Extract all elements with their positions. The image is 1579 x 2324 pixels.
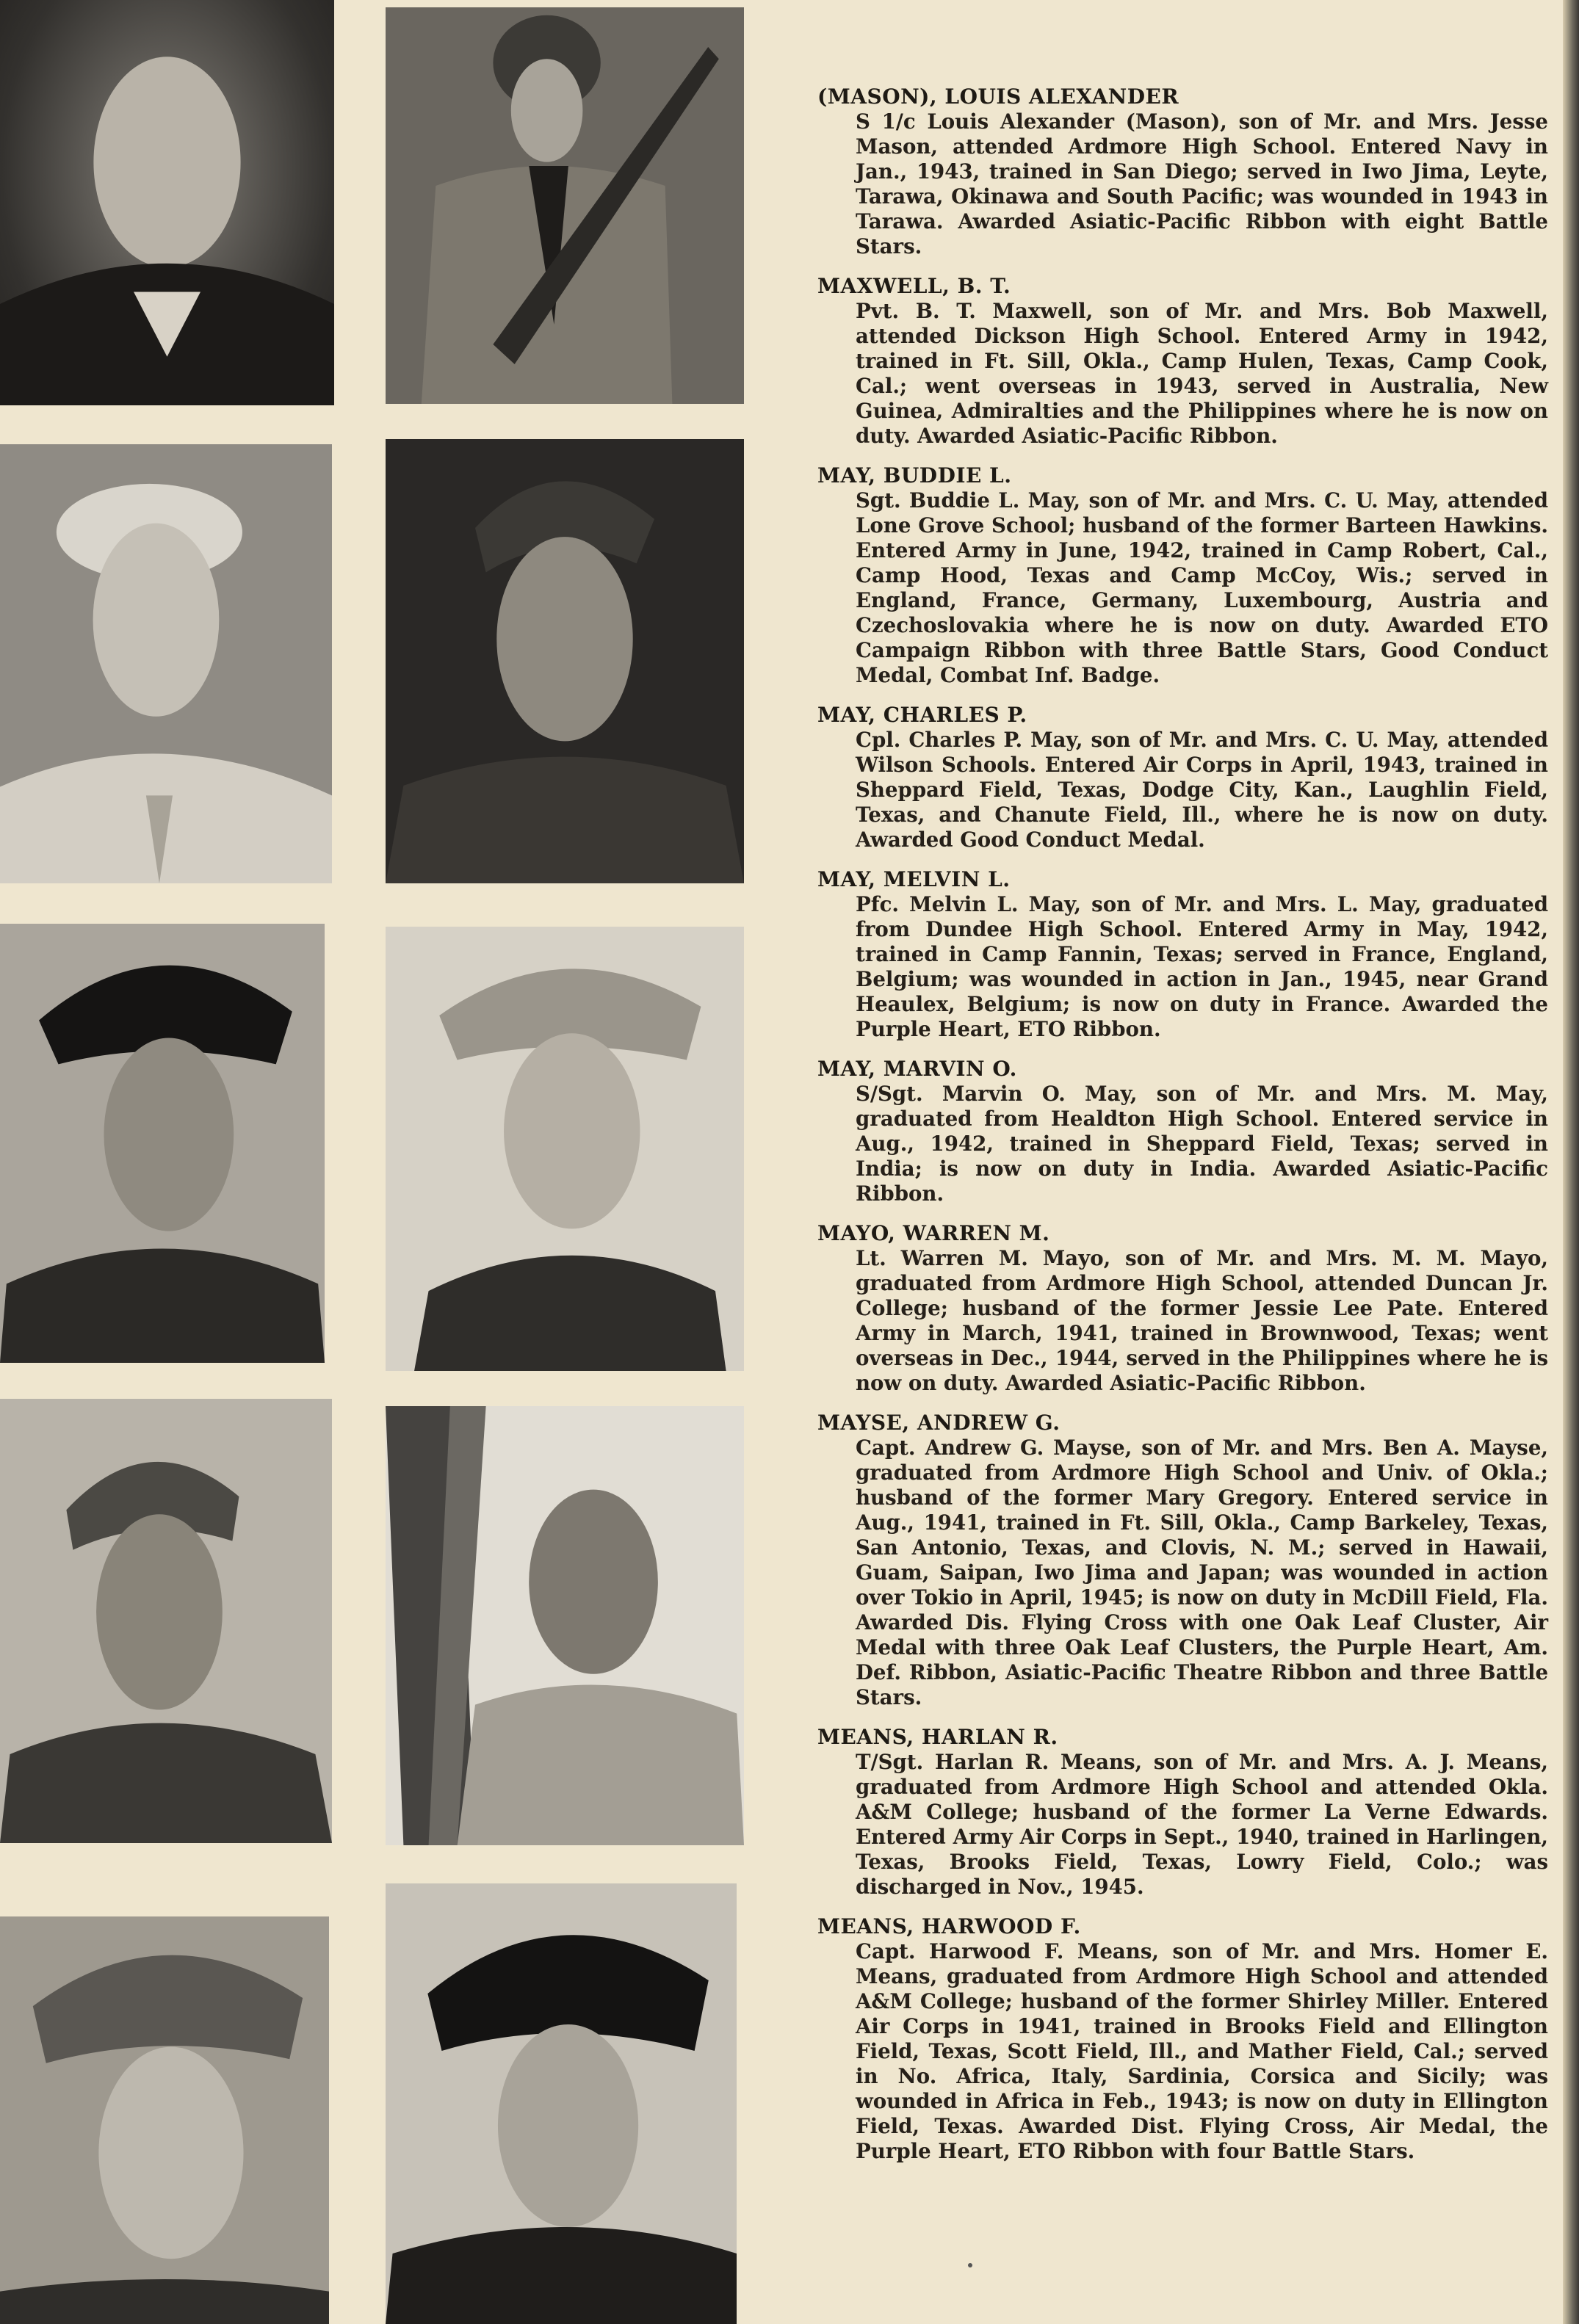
portrait-photo-maxwell — [386, 7, 744, 404]
entry-name: MEANS, HARLAN R. — [817, 1725, 1058, 1749]
entry-name: MAXWELL, B. T. — [817, 274, 1011, 298]
entry-bio: Lt. Warren M. Mayo, son of Mr. and Mrs. M. M. Mayo, graduated from Ardmore High School, attended Duncan Jr. College; husband of the former Jessie Lee Pate. Entered Army in March, 1941, trained in Brownwood, Texas; went overseas in Dec., 1944, served in the Philippines where he is now on duty. Awarded Asiatic-Pacific Ribbon. — [856, 1246, 1548, 1395]
entry-name: MAYSE, ANDREW G. — [817, 1411, 1061, 1435]
bio-entry — [817, 1221, 1548, 1396]
entry-name: MAY, MELVIN L. — [817, 867, 1011, 891]
entry-bio: Capt. Harwood F. Means, son of Mr. and Mrs. Homer E. Means, graduated from Ardmore High School and attended A&M College; husband of the former Shirley Miller. Entered Air Corps in 1941, trained in Brooks Field and Ellington Field, Texas, Scott Field, Ill., and Mather Field, Cal.; served in No. Africa, Italy, Sardinia, Corsica and Sicily; was wounded in Africa in Feb., 1943; is now on duty in Ellington Field, Texas. Awarded Dist. Flying Cross, Air Medal, the Purple Heart, ETO Ribbon with four Battle Stars. — [856, 1939, 1548, 2163]
entry-name: MAY, BUDDIE L. — [817, 463, 1012, 488]
bio-entry — [817, 1057, 1548, 1206]
entry-bio: Cpl. Charles P. May, son of Mr. and Mrs. C. U. May, attended Wilson Schools. Entered Air Corps in April, 1943, trained in Sheppard Field, Texas, Dodge City, Kan., Laughlin Field, Texas, and Chanute Field, Ill., where he is now on duty. Awarded Good Conduct Medal. — [856, 728, 1548, 852]
portrait-photo-marvin-may — [386, 927, 744, 1371]
entry-name: MAY, CHARLES P. — [817, 703, 1027, 727]
bio-entry — [817, 703, 1548, 853]
bio-entry — [817, 867, 1548, 1042]
portrait-photo-harwood-means — [386, 1883, 737, 2324]
entry-bio: Sgt. Buddie L. May, son of Mr. and Mrs. C. U. May, attended Lone Grove School; husband of the former Barteen Hawkins. Entered Army in June, 1942, trained in Camp Robert, Cal., Camp Hood, Texas and Camp McCoy, Wis.; served in England, France, Germany, Luxembourg, Austria and Czechoslovakia where he is now on duty. Awarded ETO Campaign Ribbon with three Battle Stars, Good Conduct Medal, Combat Inf. Badge. — [856, 488, 1548, 687]
page-binding-edge — [1563, 0, 1579, 2324]
portrait-photo-mason — [0, 0, 334, 405]
entry-name: MEANS, HARWOOD F. — [817, 1914, 1081, 1939]
biography-column — [817, 84, 1548, 2179]
bio-entry — [817, 1914, 1548, 2164]
entry-name: MAYO, WARREN M. — [817, 1221, 1050, 1245]
bio-entry — [817, 1411, 1548, 1710]
entry-bio: Pvt. B. T. Maxwell, son of Mr. and Mrs. Bob Maxwell, attended Dickson High School. Entered Army in 1942, trained in Ft. Sill, Okla., Camp Hulen, Texas, Camp Cook, Cal.; went overseas in 1943, served in Australia, New Guinea, Admiralties and the Philippines where he is now on duty. Awarded Asiatic-Pacific Ribbon. — [856, 299, 1548, 448]
portrait-photo-harlan-means — [0, 1916, 329, 2324]
bio-entry — [817, 1725, 1548, 1900]
bio-entry — [817, 84, 1548, 259]
entry-name: MAY, MARVIN O. — [817, 1057, 1017, 1081]
portrait-photo-charles-may — [386, 439, 744, 883]
bio-entry — [817, 274, 1548, 449]
ink-speck — [968, 2263, 972, 2267]
entry-bio: S 1/c Louis Alexander (Mason), son of Mr. and Mrs. Jesse Mason, attended Ardmore High School. Entered Navy in Jan., 1943, trained in San Diego; served in Iwo Jima, Leyte, Tarawa, Okinawa and South Pacific; was wounded in 1943 in Tarawa. Awarded Asiatic-Pacific Ribbon with eight Battle Stars. — [856, 109, 1548, 258]
portrait-photo-mayse — [386, 1406, 744, 1845]
entry-bio: T/Sgt. Harlan R. Means, son of Mr. and Mrs. A. J. Means, graduated from Ardmore High School and attended Okla. A&M College; husband of the former La Verne Edwards. Entered Army Air Corps in Sept., 1940, trained in Harlingen, Texas, Brooks Field, Texas, Lowry Field, Colo.; was discharged in Nov., 1945. — [856, 1750, 1548, 1899]
portrait-photo-buddie-may — [0, 444, 332, 883]
portrait-photo-mayo — [0, 1399, 332, 1843]
portrait-photo-melvin-may — [0, 924, 325, 1363]
entry-bio: Pfc. Melvin L. May, son of Mr. and Mrs. L. May, graduated from Dundee High School. Entered Army in May, 1942, trained in Camp Fannin, Texas; served in France, England, Belgium; was wounded in action in Jan., 1945, near Grand Heaulex, Belgium; is now on duty in France. Awarded the Purple Heart, ETO Ribbon. — [856, 892, 1548, 1041]
bio-entry — [817, 463, 1548, 688]
entry-bio: S/Sgt. Marvin O. May, son of Mr. and Mrs. M. May, graduated from Healdton High School. Entered service in Aug., 1942, trained in Sheppard Field, Texas; served in India; is now on duty in India. Awarded Asiatic-Pacific Ribbon. — [856, 1082, 1548, 1206]
entry-bio: Capt. Andrew G. Mayse, son of Mr. and Mrs. Ben A. Mayse, graduated from Ardmore High School and Univ. of Okla.; husband of the former Mary Gregory. Entered service in Aug., 1941, trained in Ft. Sill, Okla., Camp Barkeley, Texas, San Antonio, Texas, and Clovis, N. M.; served in Hawaii, Guam, Saipan, Iwo Jima and Japan; was wounded in action over Tokio in April, 1945; is now on duty in McDill Field, Fla. Awarded Dis. Flying Cross with one Oak Leaf Cluster, Air Medal with three Oak Leaf Clusters, the Purple Heart, Am. Def. Ribbon, Asiatic-Pacific Theatre Ribbon and three Battle Stars. — [856, 1436, 1548, 1709]
entry-name: (MASON), LOUIS ALEXANDER — [817, 84, 1179, 109]
